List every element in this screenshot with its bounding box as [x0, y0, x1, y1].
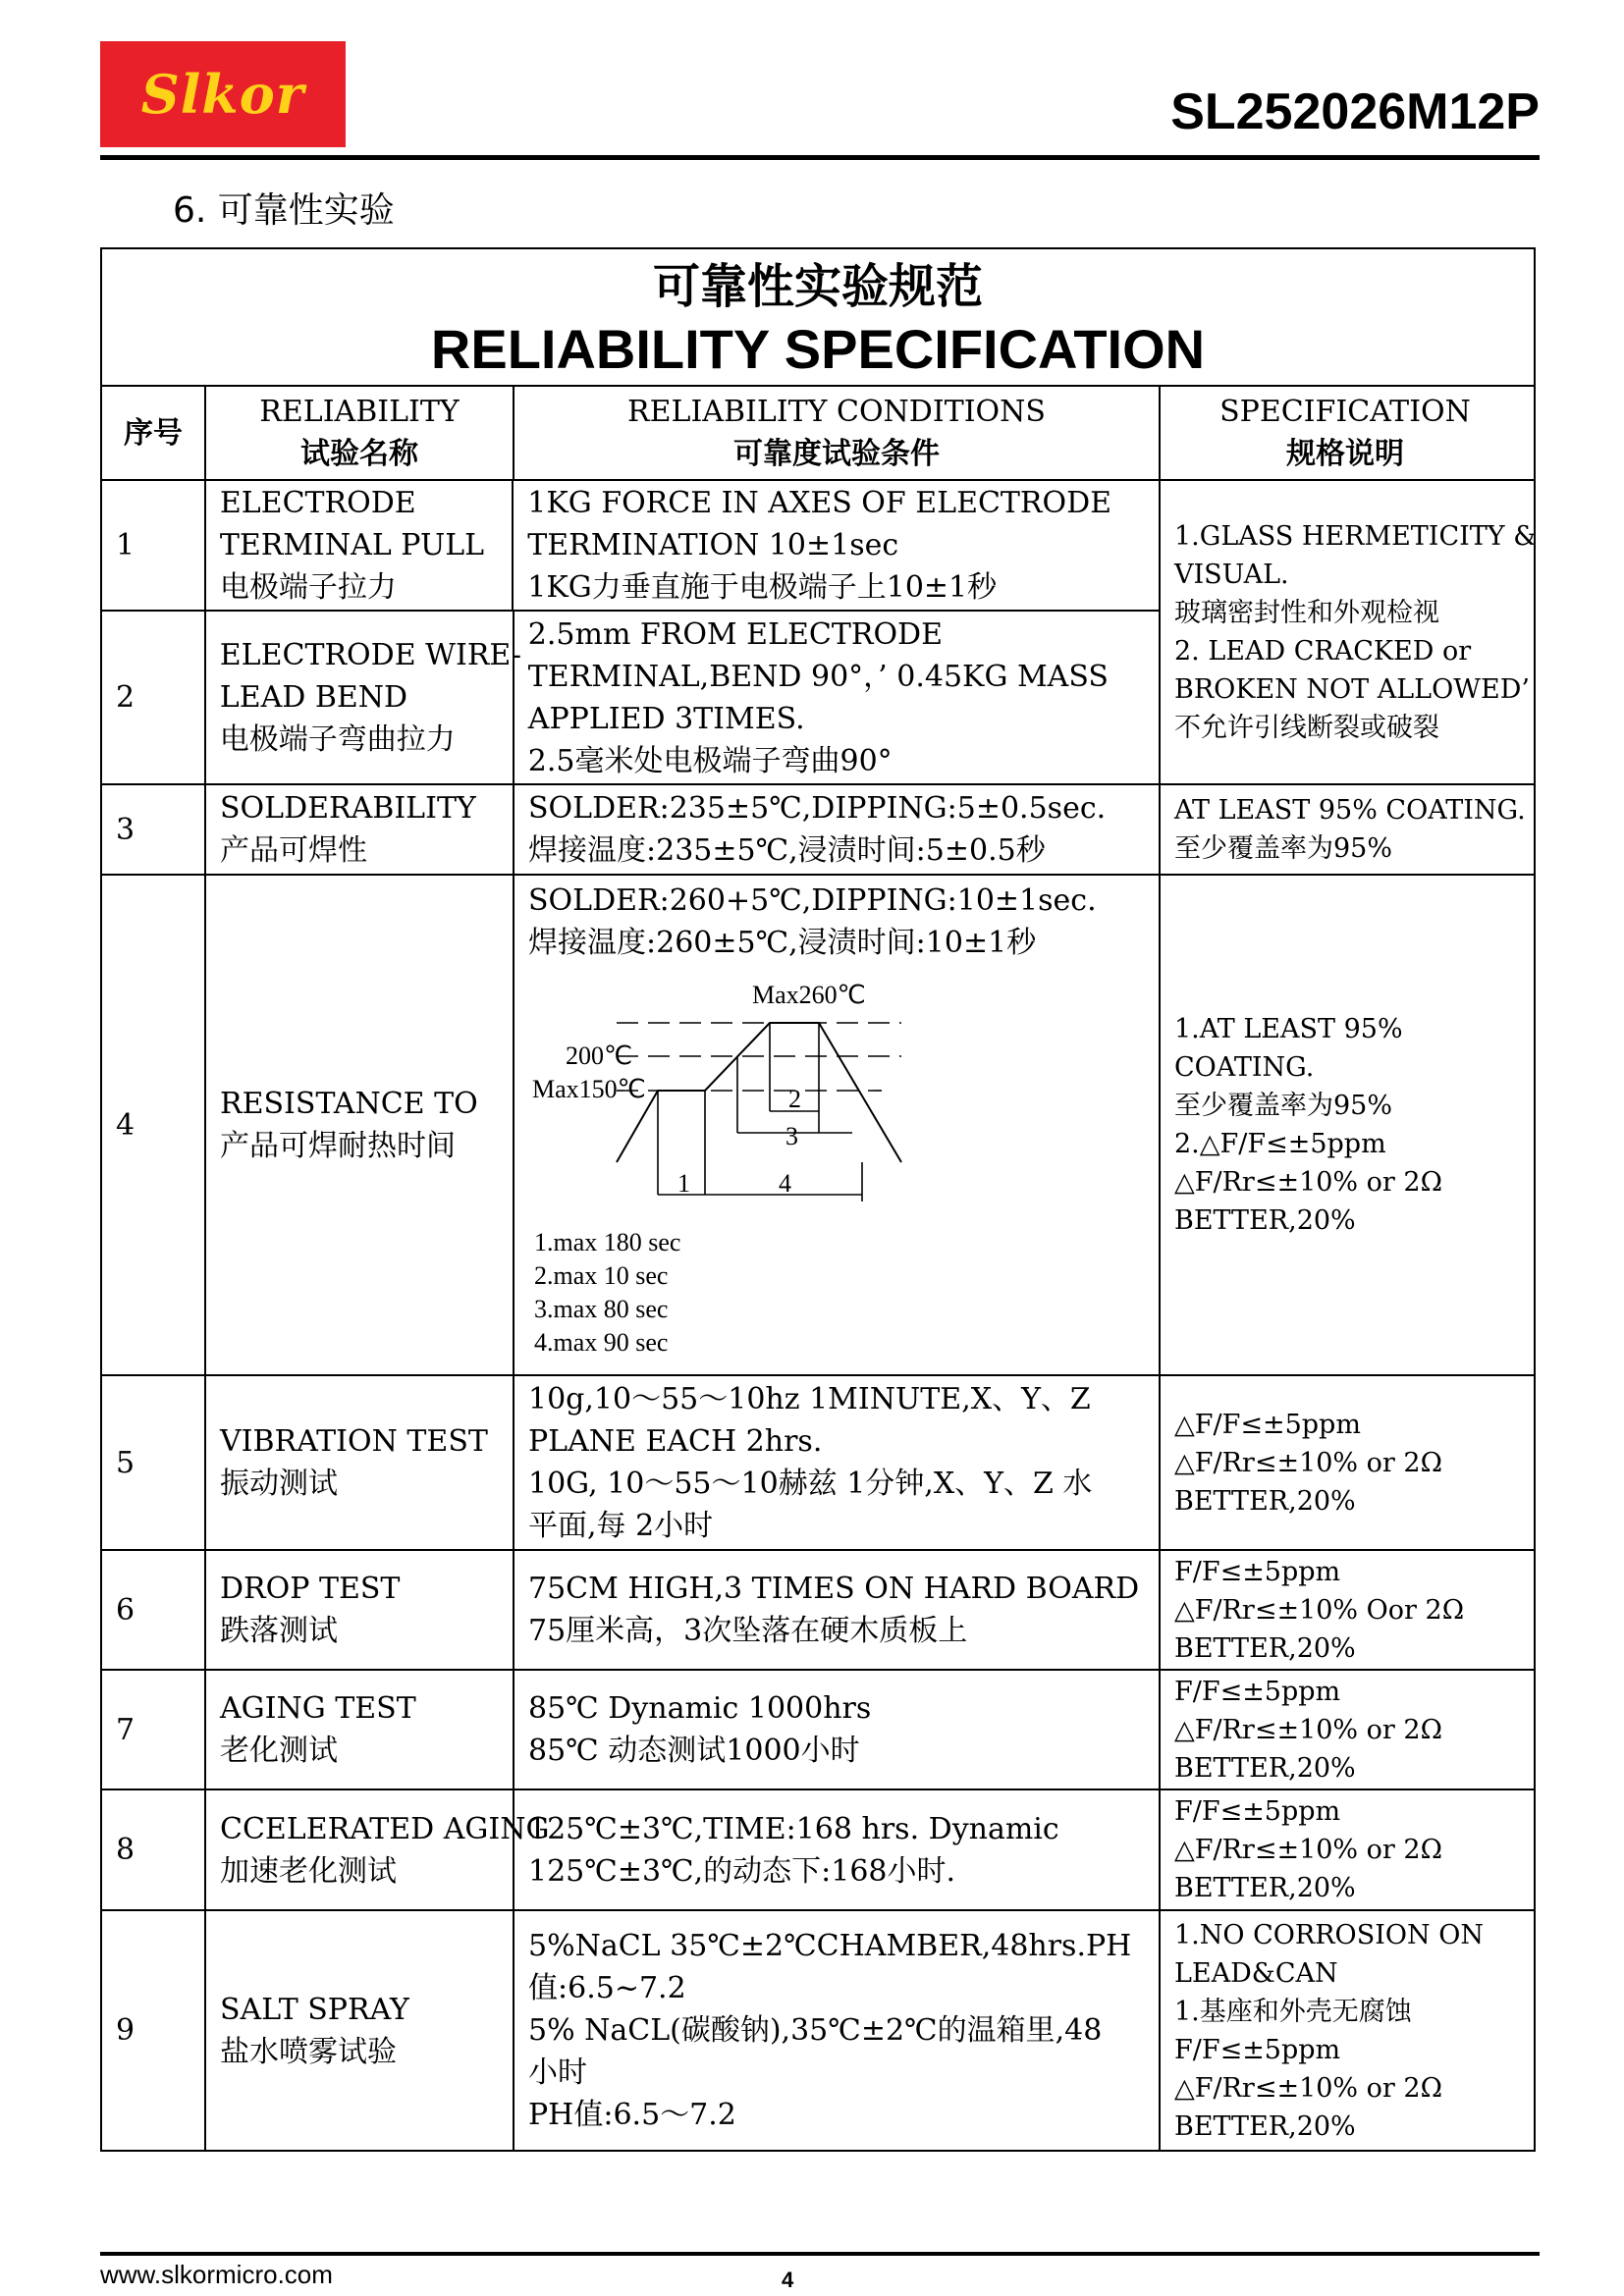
row-name-line: 电极端子拉力 — [219, 570, 397, 605]
spec-line: BETTER,20% — [1174, 1873, 1356, 1903]
label-200: 200℃ — [566, 1041, 633, 1070]
row-cond-line: 5%NaCL 35℃±2℃CHAMBER,48hrs.PH — [528, 1929, 1132, 1963]
header-rule — [100, 155, 1540, 160]
row-conditions — [514, 1376, 1161, 1549]
spec-line: 2. LEAD CRACKED or — [1174, 636, 1472, 667]
row-name-line: 电极端子弯曲拉力 — [219, 722, 456, 757]
row-name-line: ELECTRODE — [219, 486, 416, 520]
row-cond-line: 75厘米高，3次坠落在硬木质板上 — [528, 1614, 968, 1648]
row-no: 8 — [102, 1790, 206, 1909]
header-spec-en: SPECIFICATION — [1219, 395, 1471, 429]
row-spec — [1161, 785, 1530, 874]
header-reliability-cn: 试验名称 — [300, 437, 418, 471]
row-spec — [1161, 1376, 1530, 1549]
spec-line: BETTER,20% — [1174, 2110, 1356, 2142]
spec-line: F/F≤±5ppm — [1174, 1796, 1341, 1827]
row-name-line: AGING TEST — [220, 1691, 416, 1726]
row-name — [206, 1671, 514, 1789]
table-row-2 — [102, 612, 1159, 783]
soldering-profile-diagram — [528, 966, 1117, 1359]
row-conditions — [514, 876, 1161, 1374]
row-name-line: SALT SPRAY — [220, 1992, 409, 2027]
row-conditions — [514, 1551, 1161, 1669]
row-spec — [1161, 1790, 1530, 1909]
row-cond-line: 焊接温度:235±5℃,浸渍时间:5±0.5秒 — [528, 833, 1046, 868]
row-cond-line: 85℃ 动态测试1000小时 — [528, 1734, 860, 1768]
row-no: 1 — [102, 481, 206, 610]
header-no: 序号 — [102, 387, 206, 479]
row-no: 2 — [102, 612, 206, 783]
spec-line: BETTER,20% — [1174, 1485, 1356, 1517]
row-cond-line: 值:6.5~7.2 — [528, 1971, 686, 2005]
row-spec — [1161, 1911, 1530, 2150]
row-no: 7 — [102, 1671, 206, 1789]
reliability-table — [100, 247, 1536, 2152]
table-row-7 — [102, 1671, 1534, 1790]
legend-line: 4.max 90 sec — [534, 1328, 669, 1357]
merged-spec-1-2 — [1161, 481, 1538, 783]
spec-line: 2.△F/F≤±5ppm — [1174, 1129, 1386, 1159]
brand-logo: Slkor — [100, 41, 346, 147]
row-no: 5 — [102, 1376, 206, 1549]
row-cond-line: 5% NaCL(碳酸钠),35℃±2℃的温箱里,48 — [528, 2013, 1103, 2048]
row-cond-line: 1KG力垂直施于电极端子上10±1秒 — [527, 570, 998, 605]
row-cond-line: 10G, 10～55～10赫兹 1分钟,X、Y、Z 水 — [528, 1467, 1093, 1501]
row-name-line: ELECTRODE WIRE- — [219, 638, 522, 672]
row-cond-line: TERMINAL,BEND 90°，’ 0.45KG MASS — [527, 659, 1109, 694]
spec-line: F/F≤±5ppm — [1174, 2034, 1341, 2065]
label-max260: Max260℃ — [752, 981, 866, 1009]
row-name — [206, 785, 514, 874]
row-name — [206, 612, 522, 783]
label-1: 1 — [677, 1169, 690, 1198]
row-cond-line: APPLIED 3TIMES. — [527, 701, 805, 736]
row-conditions — [514, 1790, 1161, 1909]
row-no: 4 — [102, 876, 206, 1374]
part-number: SL252026M12P — [1170, 83, 1540, 140]
spec-line: 1.基座和外壳无腐蚀 — [1174, 1996, 1412, 2027]
row-no: 9 — [102, 1911, 206, 2150]
spec-line: BETTER,20% — [1174, 1632, 1356, 1664]
row-cond-line: PH值:6.5～7.2 — [528, 2098, 736, 2132]
spec-line: 玻璃密封性和外观检视 — [1174, 598, 1439, 628]
spec-line: LEAD&CAN — [1174, 1957, 1338, 1989]
row-name — [206, 1376, 514, 1549]
row-conditions — [514, 785, 1161, 874]
table-row-8 — [102, 1790, 1534, 1911]
row-spec — [1161, 1671, 1530, 1789]
row-conditions — [514, 1671, 1161, 1789]
table-title-cn: 可靠性实验规范 — [652, 259, 983, 314]
row-name-line: 产品可焊耐热时间 — [220, 1129, 456, 1163]
spec-line: △F/F≤±5ppm — [1174, 1409, 1361, 1440]
table-header-row — [102, 387, 1534, 481]
row-cond-line: 75CM HIGH,3 TIMES ON HARD BOARD — [528, 1572, 1140, 1606]
spec-line: COATING. — [1174, 1052, 1315, 1083]
row-cond-line: 小时 — [528, 2056, 587, 2090]
spec-line: △F/Rr≤±10% or 2Ω — [1174, 1835, 1442, 1865]
spec-line: 1.GLASS HERMETICITY & — [1174, 521, 1538, 552]
spec-line: BETTER,20% — [1174, 1205, 1356, 1236]
spec-line: AT LEAST 95% COATING. — [1174, 795, 1526, 826]
label-4: 4 — [779, 1169, 791, 1198]
row-name-line: 加速老化测试 — [220, 1853, 397, 1889]
header-spec-cn: 规格说明 — [1286, 437, 1404, 471]
spec-line: 不允许引线断裂或破裂 — [1174, 713, 1439, 743]
row-conditions — [514, 481, 1159, 610]
header-spec — [1161, 387, 1530, 479]
row-no: 6 — [102, 1551, 206, 1669]
table-row-3 — [102, 785, 1534, 876]
row-cond-line: SOLDER:235±5℃,DIPPING:5±0.5sec. — [528, 791, 1107, 826]
row-cond-line: 焊接温度:260±5℃,浸渍时间:10±1秒 — [528, 926, 1037, 960]
label-2: 2 — [788, 1085, 801, 1113]
row-cond-line: 2.5mm FROM ELECTRODE — [527, 616, 943, 652]
legend-line: 3.max 80 sec — [534, 1295, 669, 1323]
row-name-line: 产品可焊性 — [220, 833, 367, 868]
spec-line: △F/Rr≤±10% or 2Ω — [1174, 1447, 1442, 1478]
row-name-line: SOLDERABILITY — [220, 791, 476, 826]
spec-line: △F/Rr≤±10% or 2Ω — [1174, 1167, 1442, 1198]
table-row-9 — [102, 1911, 1534, 2150]
row-cond-line: 85℃ Dynamic 1000hrs — [528, 1691, 872, 1726]
table-title — [102, 249, 1534, 387]
spec-line: △F/Rr≤±10% or 2Ω — [1174, 2072, 1442, 2104]
row-spec — [1161, 1551, 1530, 1669]
row-cond-line: 2.5毫米处电极端子弯曲90° — [527, 743, 893, 778]
row-cond-line: PLANE EACH 2hrs. — [528, 1424, 823, 1459]
row-name — [206, 876, 514, 1374]
temperature-profile-curve — [617, 1023, 901, 1162]
table-row-6 — [102, 1551, 1534, 1671]
row-name-line: LEAD BEND — [219, 680, 408, 715]
label-3: 3 — [785, 1122, 798, 1150]
row-cond-line: 1KG FORCE IN AXES OF ELECTRODE — [527, 486, 1112, 520]
section-title: 6. 可靠性实验 — [173, 190, 395, 231]
row-name-line: CCELERATED AGING — [220, 1811, 550, 1846]
row-conditions — [514, 1911, 1161, 2150]
spec-line: 至少覆盖率为95% — [1174, 1091, 1393, 1121]
spec-line: 1.NO CORROSION ON — [1174, 1919, 1484, 1950]
row-no: 3 — [102, 785, 206, 874]
spec-line: 至少覆盖率为95% — [1174, 833, 1393, 864]
table-row-1 — [102, 481, 1159, 612]
spec-line: BROKEN NOT ALLOWED’ — [1174, 674, 1530, 705]
header-reliability-en: RELIABILITY — [259, 395, 460, 429]
footer-website-link[interactable]: www.slkormicro.com — [100, 2260, 333, 2289]
spec-line: F/F≤±5ppm — [1174, 1676, 1341, 1707]
row-name-line: VIBRATION TEST — [220, 1424, 488, 1459]
footer-rule — [100, 2252, 1540, 2256]
header-conditions — [514, 387, 1161, 479]
row-name-line: 振动测试 — [220, 1467, 338, 1501]
row-name — [206, 1790, 550, 1909]
row-name-line: 盐水喷雾试验 — [220, 2034, 397, 2069]
spec-line: F/F≤±5ppm — [1174, 1556, 1341, 1587]
row-conditions — [514, 612, 1159, 783]
header-conditions-en: RELIABILITY CONDITIONS — [627, 395, 1046, 429]
row-cond-line: SOLDER:260+5℃,DIPPING:10±1sec. — [528, 883, 1097, 918]
page-number: 4 — [782, 2268, 794, 2292]
row-cond-line: 125℃±3℃,的动态下:168小时. — [528, 1853, 956, 1889]
row-cond-line: 125℃±3℃,TIME:168 hrs. Dynamic — [528, 1811, 1059, 1846]
table-row-5 — [102, 1376, 1534, 1551]
spec-line: VISUAL. — [1174, 560, 1289, 590]
row-spec — [1161, 876, 1530, 1374]
row-cond-line: 平面,每 2小时 — [528, 1509, 714, 1543]
row-name-line: TERMINAL PULL — [219, 528, 485, 562]
label-max150: Max150℃ — [532, 1075, 646, 1103]
row-name — [206, 1551, 514, 1669]
table-title-en: RELIABILITY SPECIFICATION — [430, 318, 1206, 380]
spec-line: BETTER,20% — [1174, 1752, 1356, 1784]
row-name-line: 老化测试 — [220, 1734, 338, 1768]
row-name — [206, 1911, 514, 2150]
table-row-4 — [102, 876, 1534, 1376]
row-name-line: 跌落测试 — [220, 1614, 338, 1648]
legend-line: 2.max 10 sec — [534, 1261, 669, 1290]
row-name-line: RESISTANCE TO — [220, 1087, 478, 1121]
rows-1-2-group — [102, 481, 1538, 785]
header-conditions-cn: 可靠度试验条件 — [733, 437, 940, 471]
legend-line: 1.max 180 sec — [534, 1228, 681, 1256]
spec-line: △F/Rr≤±10% Oor 2Ω — [1174, 1594, 1465, 1626]
row-cond-line: 10g,10～55～10hz 1MINUTE,X、Y、Z — [528, 1382, 1091, 1416]
spec-line: 1.AT LEAST 95% — [1174, 1014, 1403, 1044]
row-cond-line: TERMINATION 10±1sec — [527, 528, 899, 562]
header-reliability — [206, 387, 514, 479]
spec-line: △F/Rr≤±10% or 2Ω — [1174, 1714, 1442, 1745]
row-name-line: DROP TEST — [220, 1572, 401, 1606]
row-name — [206, 481, 514, 610]
